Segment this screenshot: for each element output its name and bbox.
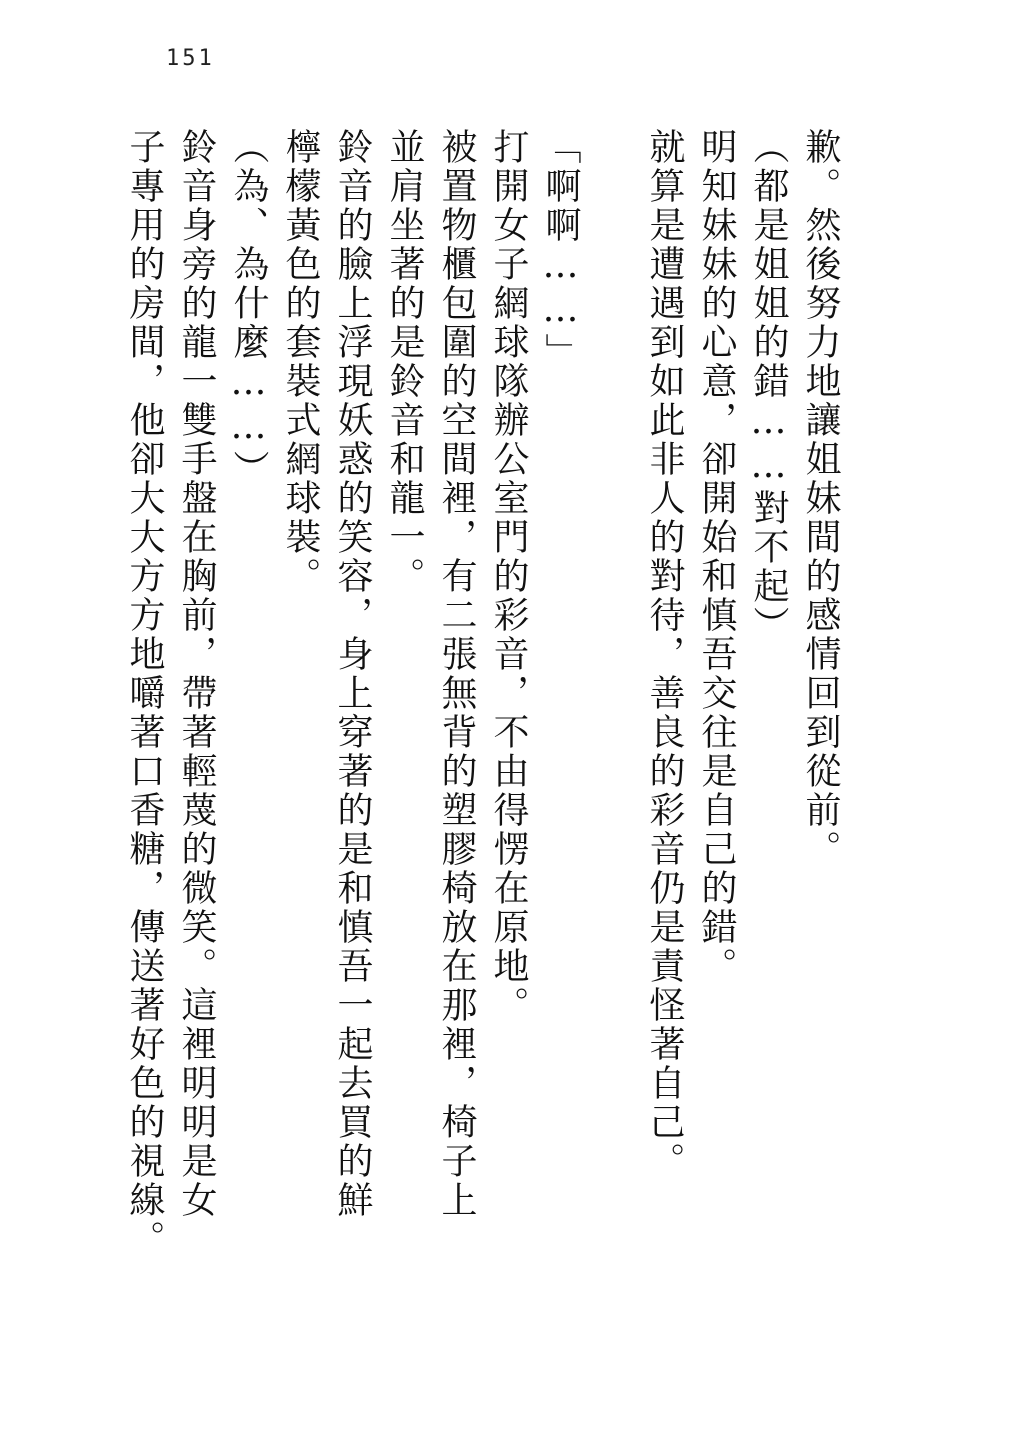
text-column: 被置物櫃包圍的空間裡，有二張無背的塑膠椅放在那裡，椅子上 [436,128,477,1220]
text-column: 鈴音的臉上浮現妖惑的笑容，身上穿著的是和慎吾一起去買的鮮 [332,128,373,1220]
text-column: 就算是遭遇到如此非人的對待，善良的彩音仍是責怪著自己。 [644,128,685,1181]
text-column: 鈴音身旁的龍一雙手盤在胸前，帶著輕蔑的微笑。這裡明明是女 [176,128,217,1220]
text-column: （都是姐姐的錯……對不起） [748,128,789,645]
text-column: （為、為什麼……） [228,128,269,489]
text-column: 檸檬黃色的套裝式網球裝。 [280,128,321,596]
text-column: 子專用的房間，他卻大大方方地嚼著口香糖，傳送著好色的視線。 [124,128,165,1259]
page-number: 151 [166,46,215,71]
text-column: 「啊啊……」 [540,128,581,372]
text-column: 並肩坐著的是鈴音和龍一。 [384,128,425,596]
text-column: 明知妹妹的心意，卻開始和慎吾交往是自己的錯。 [696,128,737,986]
text-column: 打開女子網球隊辦公室門的彩音，不由得愣在原地。 [488,128,529,1025]
text-column: 歉。然後努力地讓姐妹間的感情回到從前。 [800,128,841,869]
